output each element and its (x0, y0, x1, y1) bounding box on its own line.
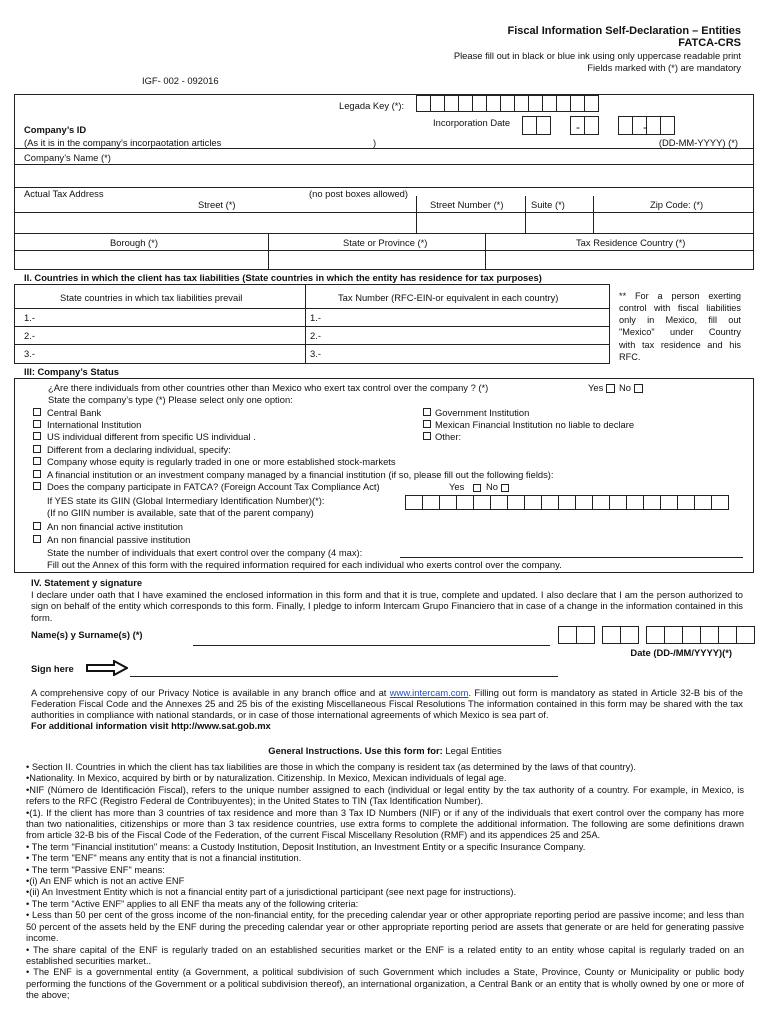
traded-equity-checkbox[interactable] (33, 457, 41, 465)
company-id-note: (As it is in the company’s incorpaotation articles (24, 137, 222, 148)
tax-note-line: only in Mexico, fill out (619, 315, 741, 326)
non-financial-active-checkbox[interactable] (33, 522, 41, 530)
country-row-3[interactable]: 3.- (24, 348, 35, 359)
entry-cell[interactable] (456, 495, 474, 510)
entry-cell[interactable] (536, 116, 551, 135)
non-financial-passive-label: An non financial passive institution (47, 534, 191, 545)
entry-cell[interactable] (618, 116, 633, 135)
entry-cell[interactable] (514, 95, 529, 112)
tax-number-row-3[interactable]: 3.- (310, 348, 321, 359)
tax-country-label: Tax Residence Country (*) (576, 237, 686, 248)
foreign-control-no-checkbox[interactable] (634, 384, 643, 393)
giin-label: If YES state its GIIN (Global Intermediary Identification Number)(*): (47, 495, 325, 506)
tax-address-label: Actual Tax Address (24, 188, 104, 199)
foreign-control-no-label: No (619, 382, 631, 393)
company-name-field[interactable] (15, 165, 753, 186)
foreign-control-yes-label: Yes (588, 382, 604, 393)
state-field[interactable] (269, 251, 484, 269)
suite-field[interactable] (526, 213, 592, 232)
sign-arrow-icon (86, 660, 128, 676)
financial-institution-checkbox[interactable] (33, 470, 41, 478)
fatca-yes-checkbox[interactable] (473, 484, 481, 492)
section-ii-heading: II. Countries in which the client has tax liabilities (State countries in which the entity has residence for tax purposes) (24, 272, 542, 283)
col-header-tax-number: Tax Number (RFC-EIN-or equivalent in each country) (338, 292, 559, 303)
entry-cell[interactable] (542, 95, 557, 112)
entry-cell[interactable] (490, 495, 508, 510)
signature-date-label: Date (DD-/MM/YYYY)(*) (630, 647, 732, 658)
entry-cell[interactable] (522, 116, 537, 135)
other-checkbox[interactable] (423, 432, 431, 440)
instruction-item: • The term "Passive ENF" means: (26, 864, 165, 875)
row-divider (14, 233, 754, 234)
zip-label: Zip Code: (*) (650, 199, 704, 210)
fatca-question: Does the company participate in FATCA? (Foreign Account Tax Compliance Act) (47, 481, 380, 492)
street-label: Street (*) (198, 199, 236, 210)
no-po-boxes-note: (no post boxes allowed) (309, 188, 409, 199)
government-institution-label: Government Institution (435, 407, 530, 418)
tax-note-line: RFC. (619, 351, 641, 362)
suite-label: Suite (*) (531, 199, 565, 210)
country-row-1[interactable]: 1.- (24, 312, 35, 323)
ink-instruction: Please fill out in black or blue ink using only uppercase readable print (453, 50, 741, 61)
form-subtitle: FATCA-CRS (678, 37, 741, 49)
entry-cell[interactable] (609, 495, 627, 510)
entry-cell[interactable] (677, 495, 695, 510)
instruction-item: • The term "ENF" means any entity that is not a financial institution. (26, 853, 302, 864)
signature-line[interactable] (130, 676, 558, 677)
entry-cell[interactable] (528, 95, 543, 112)
instruction-item: •Nationality. In Mexico, acquired by birth or by naturalization. Citizenship. In Mexico, Mexican individuals of legal age. (26, 773, 507, 784)
central-bank-checkbox[interactable] (33, 408, 41, 416)
fatca-no-label: No (486, 481, 498, 492)
entry-cell[interactable] (558, 495, 576, 510)
sign-here-label: Sign here (31, 663, 74, 674)
traded-equity-label: Company whose equity is regularly traded in one or more established stock-markets (47, 456, 396, 467)
instruction-item: • The ENF is a governmental entity (a Government, a political subdivision of such Government which includes a State, Province, County or Municipality or public body performing the functions of the Government or a political subdivision thereof), an international organization, a Central Bank or an entity that is wholly owned by one or more of the above; (26, 967, 744, 1001)
entry-cell[interactable] (439, 495, 457, 510)
non-financial-passive-checkbox[interactable] (33, 535, 41, 543)
tax-note-line: ** For a person exerting (619, 291, 741, 301)
section-iii-heading: III: Company’s Status (24, 366, 119, 377)
tax-note-line: "Mexico" under Country (619, 327, 741, 338)
instruction-item: • The term "Financial institution" means: a Custody Institution, Deposit Institution, an Investment Entity or a specific Insurance Company. (26, 841, 586, 852)
tax-note (619, 290, 741, 363)
entry-cell[interactable] (473, 495, 491, 510)
entry-cell[interactable] (486, 95, 501, 112)
entry-cell[interactable] (736, 626, 755, 644)
entry-cell[interactable] (602, 626, 621, 644)
entry-cell[interactable] (575, 495, 593, 510)
row-divider (14, 148, 754, 149)
privacy-text: A comprehensive copy of our Privacy Notice is available in any branch office and at (31, 687, 390, 698)
privacy-text-cont: . Filling out form is mandatory as stated in Article 32-B bis of the Federation Fiscal Code and the Annexes 25 and 25 bis of the existing Miscellaneous Fiscal Resolutions The information contained in this form may be shared with the tax authorities in compliance with national standards, or in case of those international agreements of which Mexico is sea part of. (31, 687, 743, 720)
privacy-notice (31, 687, 743, 720)
entry-cell[interactable] (444, 95, 459, 112)
borough-label: Borough (*) (110, 237, 158, 248)
section-iv-heading: IV. Statement y signature (31, 577, 143, 588)
row-divider (14, 344, 610, 345)
entry-cell[interactable] (643, 495, 661, 510)
entry-cell[interactable] (660, 495, 678, 510)
entry-cell[interactable] (524, 495, 542, 510)
different-declaring-label: Different from a declaring individual, specify: (47, 444, 231, 455)
entry-cell[interactable] (646, 626, 665, 644)
entry-cell[interactable] (584, 95, 599, 112)
entry-cell[interactable] (458, 95, 473, 112)
instruction-item: • The share capital of the ENF is regularly traded on an established securities market or the ENF is a related entity to an entity whose capital is regularly traded on an established securities market.. (26, 944, 744, 966)
street-field[interactable] (15, 213, 415, 232)
mexican-fi-checkbox[interactable] (423, 420, 431, 428)
instructions-list (26, 762, 744, 1002)
entry-cell[interactable] (416, 95, 431, 112)
entry-cell[interactable] (576, 626, 595, 644)
foreign-control-yes-checkbox[interactable] (606, 384, 615, 393)
instruction-item: • Less than 50 per cent of the gross income of the non-financial entity, for the preceding calendar year or other appropriate reporting period are passive income; and less than 50 percent of the assets held by the ENF during the preceding calendar year or other appropriate reporting period are assets that generate or are held for generating passive income. (26, 910, 744, 944)
col-header-countries: State countries in which tax liabilities prevail (60, 292, 243, 303)
international-institution-label: International Institution (47, 419, 142, 430)
entry-cell[interactable] (556, 95, 571, 112)
fatca-yes-label: Yes (449, 481, 465, 492)
street-number-label: Street Number (*) (430, 199, 504, 210)
row-divider (14, 326, 610, 327)
entry-cell[interactable] (507, 495, 525, 510)
instruction-item: •(ii) An Investment Entity which is not a financial entity part of a jurisdictional participant (see next page for instructions). (26, 887, 517, 898)
instruction-item: • The term “Active ENF” applies to all ENF tha meats any of the following criteria: (26, 898, 359, 909)
company-type-prompt: State the company’s type (*) Please select only one option: (48, 394, 293, 405)
instruction-item: •NIF (Número de Identificación Fiscal), refers to the unique number assigned to each (individual or legal entity by the tax authority of a country. For example, in Mexico, is refers to the RFC (Registro Federal de Contribuyentes); in the United States to TIN (Tax Identification Number). (26, 784, 744, 807)
country-row-2[interactable]: 2.- (24, 330, 35, 341)
privacy-link[interactable]: www.intercam.com (389, 687, 469, 698)
form-code: IGF- 002 - 092016 (142, 75, 219, 86)
entry-cell[interactable] (405, 495, 423, 510)
names-field[interactable] (193, 645, 550, 646)
entry-cell[interactable] (700, 626, 719, 644)
entry-cell[interactable] (646, 116, 661, 135)
instruction-item: • Section II. Countries in which the client has tax liabilities are those in which the company is resident tax (as determined by the laws of that country). (26, 762, 636, 772)
entry-cell[interactable] (570, 95, 585, 112)
company-id-label: Company’s ID (24, 124, 87, 135)
tax-note-line: control with fiscal liabilities (619, 303, 741, 314)
entry-cell[interactable] (558, 626, 577, 644)
zip-field[interactable] (594, 213, 753, 232)
legada-key-label: Legada Key (*): (339, 100, 405, 111)
controllers-count-label: State the number of individuals that exert control over the company (4 max): (47, 547, 363, 558)
entry-cell[interactable] (422, 495, 440, 510)
col-divider (305, 284, 306, 364)
entry-cell[interactable] (592, 495, 610, 510)
entry-cell[interactable] (472, 95, 487, 112)
entry-cell[interactable] (711, 495, 729, 510)
tax-number-row-1[interactable]: 1.- (310, 312, 321, 323)
instruction-item: •(i) An ENF which is not an active ENF (26, 876, 185, 887)
entry-cell[interactable] (660, 116, 675, 135)
entry-cell[interactable] (694, 495, 712, 510)
annex-instruction: Fill out the Annex of this form with the required information required for each individual who exerts control over the company. (47, 559, 562, 570)
entry-cell[interactable] (500, 95, 515, 112)
giin-note: (If no GIIN number is available, sate that of the parent company) (47, 507, 314, 518)
entry-cell[interactable] (620, 626, 639, 644)
row-divider (14, 308, 610, 309)
entry-cell[interactable] (541, 495, 559, 510)
date-format-label: (DD-MM-YYYY) (*) (658, 137, 738, 148)
tax-number-row-2[interactable]: 2.- (310, 330, 321, 341)
borough-field[interactable] (15, 251, 267, 269)
mandatory-note: Fields marked with (*) are mandatory (587, 62, 741, 73)
mexican-fi-label: Mexican Financial Institution no liable to declare (435, 419, 635, 430)
company-name-label: Company’s Name (*) (24, 152, 111, 163)
fatca-no-checkbox[interactable] (501, 484, 509, 492)
central-bank-label: Central Bank (47, 407, 102, 418)
tax-note-line: with tax residence and his (619, 339, 741, 350)
tax-country-field[interactable] (486, 251, 753, 269)
controllers-count-field[interactable] (400, 557, 743, 558)
incorporation-date-label: Incorporation Date (433, 117, 511, 128)
instructions-title-suffix: Legal Entities (442, 745, 502, 756)
instructions-title: General Instructions. Use this form for: (268, 745, 443, 756)
names-label: Name(s) y Surname(s) (*) (31, 629, 143, 640)
state-label: State or Province (*) (343, 237, 428, 248)
us-individual-label: US individual different from specific US individual . (47, 431, 256, 442)
entry-cell[interactable] (664, 626, 683, 644)
sat-info: For additional information visit http://www.sat.gob.mx (31, 720, 271, 731)
other-label: Other: (435, 431, 462, 442)
entry-cell[interactable] (718, 626, 737, 644)
financial-institution-label: A financial institution or an investment company managed by a financial institution (if so, please fill out the following fields): (47, 469, 554, 480)
foreign-control-question: ¿Are there individuals from other countries other than Mexico who exert tax control over the company ? (*) (48, 382, 489, 393)
fatca-bullet-checkbox[interactable] (33, 482, 41, 490)
oath-statement: I declare under oath that I have examined the enclosed information in this form and that it is true, complete and updated. I also declare that I am the person authorized to sign on behalf of the entity which corresponds to this form. Finally, I pledge to inform Intercam Grupo Financiero that in case of a change in the information contained in this form. (31, 589, 743, 623)
instructions-title-row (0, 745, 770, 756)
form-title: Fiscal Information Self-Declaration – Entities (507, 25, 741, 37)
different-declaring-checkbox[interactable] (33, 445, 41, 453)
us-individual-checkbox[interactable] (33, 432, 41, 440)
street-number-field[interactable] (417, 213, 524, 232)
entry-cell[interactable] (682, 626, 701, 644)
company-id-note-close: ) (373, 137, 377, 148)
date-dash-2: - (643, 120, 647, 134)
government-institution-checkbox[interactable] (423, 408, 431, 416)
entry-cell[interactable] (584, 116, 599, 135)
instruction-item: •(1). If the client has more than 3 countries of tax residence and more than 3 Tax ID Numbers (NIF) or if any of the individuals that exert control over the company has more than two nationalities, citizenships or more than 3 tax residence countries, use extra forms to complete the additional information. The following are some definitions drawn from article 32-B bis of the Fiscal Code of the Federation, of the current Fiscal Miscellany Resolution (RMF) and its appendices 25 and 25A. (26, 807, 744, 841)
entry-cell[interactable] (626, 495, 644, 510)
international-institution-checkbox[interactable] (33, 420, 41, 428)
entry-cell[interactable] (430, 95, 445, 112)
non-financial-active-label: An non financial active institution (47, 521, 184, 532)
date-dash-1: - (576, 120, 580, 134)
